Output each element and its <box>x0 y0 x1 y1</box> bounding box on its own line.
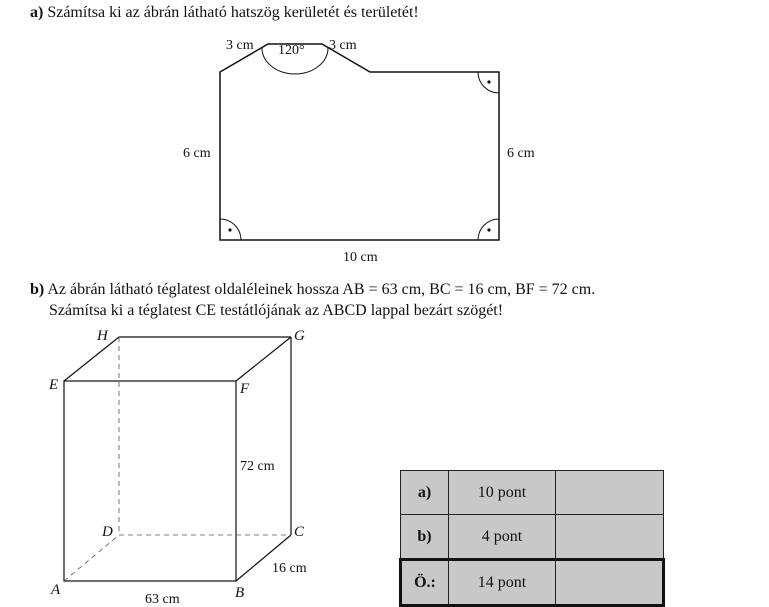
vertex-h: H <box>97 328 108 344</box>
label-top-right: 3 cm <box>329 38 357 53</box>
score-earned-field[interactable] <box>556 471 664 515</box>
part-b-text-line1: Az ábrán látható téglatest oldaléleinek hossza AB = 63 cm, BC = 16 cm, BF = 72 cm. <box>47 281 596 298</box>
part-a-marker: a) <box>30 4 44 21</box>
score-label: a) <box>401 471 449 515</box>
label-bf: 72 cm <box>240 459 275 474</box>
hexagon-shape <box>220 44 499 240</box>
score-points: 4 pont <box>449 515 556 560</box>
score-points: 14 pont <box>449 560 556 606</box>
label-bc: 16 cm <box>272 561 307 576</box>
score-table <box>399 470 665 607</box>
vertex-e: E <box>49 377 59 393</box>
label-top-left: 3 cm <box>226 38 254 53</box>
vertex-f: F <box>240 381 250 397</box>
part-b-question-line2 <box>49 302 503 320</box>
vertex-c: C <box>294 524 305 540</box>
label-right: 6 cm <box>507 146 535 161</box>
score-row-b <box>401 515 664 560</box>
score-earned-field[interactable] <box>556 560 664 606</box>
score-row-a <box>401 471 664 515</box>
score-points: 10 pont <box>449 471 556 515</box>
vertex-d: D <box>102 524 113 540</box>
part-b-question-line1 <box>30 281 595 299</box>
score-row-total <box>401 560 664 606</box>
score-label: Ö.: <box>401 560 449 606</box>
part-b-text-line2: Számítsa ki a téglatest CE testátlójának az ABCD lappal bezárt szögét! <box>49 302 504 319</box>
vertex-a: A <box>51 582 61 598</box>
score-label: b) <box>401 515 449 560</box>
vertex-b: B <box>235 585 245 601</box>
label-bottom: 10 cm <box>343 250 378 265</box>
score-earned-field[interactable] <box>556 515 664 560</box>
label-ab: 63 cm <box>145 592 180 606</box>
vertex-g: G <box>294 328 305 344</box>
label-angle: 120° <box>278 43 305 58</box>
label-left: 6 cm <box>183 146 211 161</box>
part-b-marker: b) <box>30 281 45 298</box>
part-a-text: Számítsa ki az ábrán látható hatszög kerületét és területét! <box>47 4 419 21</box>
